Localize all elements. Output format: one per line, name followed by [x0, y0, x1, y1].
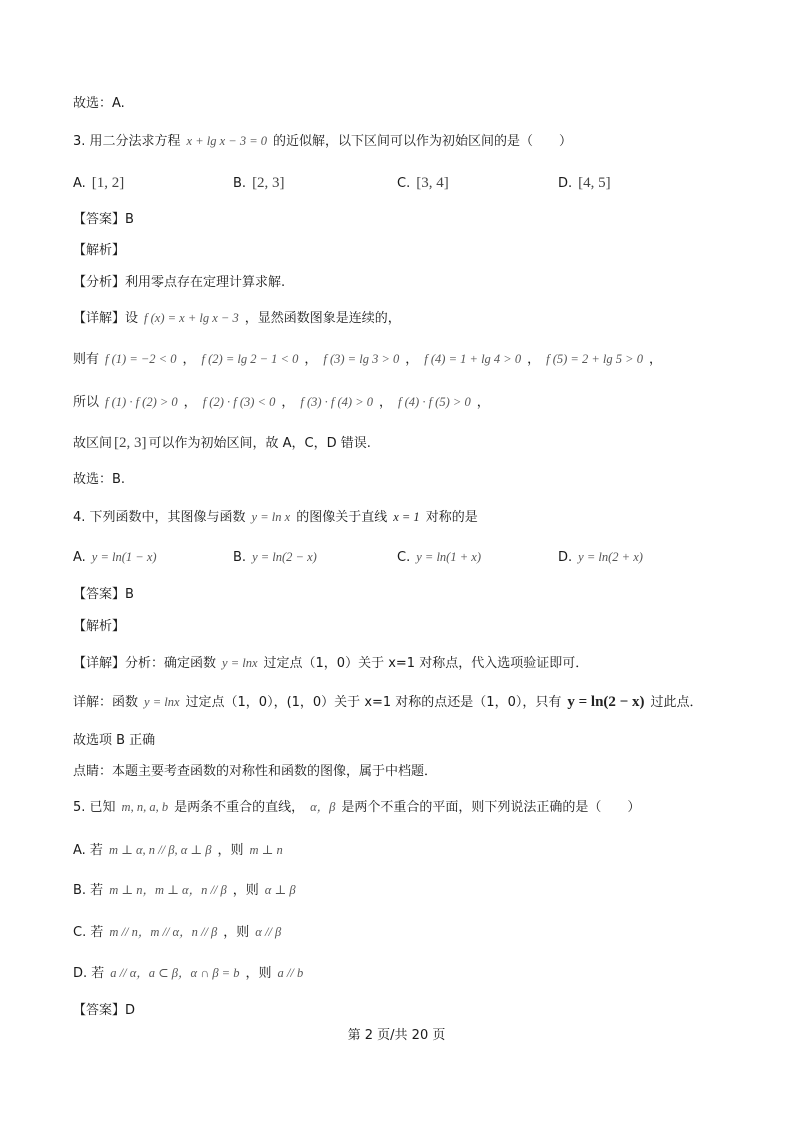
prev-answer-text: 故选：A. [73, 96, 125, 111]
q3-products: 所以 f (1) · f (2) > 0 ， f (2) · f (3) < 0 ， f (3) · f (4) > 0 ， f (4) · f (5) > 0 ， [73, 395, 490, 410]
q4-pick: 故选项 B 正确 [73, 733, 156, 748]
q3-option-c: C. [3, 4] [397, 175, 449, 191]
q4-option-c: C. y = ln(1 + x) [397, 550, 481, 565]
q4-option-d: D. y = ln(2 + x) [558, 550, 643, 565]
q3-stem-pre: 3. 用二分法求方程 [73, 134, 181, 149]
q3-detail: 【详解】设 f (x) = x + lg x − 3 ，显然函数图象是连续的， [73, 311, 401, 326]
q5-answer: 【答案】D [73, 1003, 136, 1018]
q5-option-d: D. 若 a // α，a ⊂ β，α ∩ β = b ，则 a // b [73, 966, 304, 981]
q4-detail: 详解：函数 y = lnx 过定点（1，0），(1，0）关于 x=1 对称的点还是（1，0），只有 y = ln(2 − x) 过此点． [73, 694, 703, 710]
q4-dianjing: 点睛：本题主要考查函数的对称性和函数的图像，属于中档题． [73, 764, 438, 779]
q5-option-b: B. 若 m ⊥ n，m ⊥ α，n // β ，则 α ⊥ β [73, 883, 296, 898]
q3-option-d: D. [4, 5] [558, 175, 611, 191]
q3-stem [73, 131, 572, 152]
q4-detail-analysis: 【详解】分析：确定函数 y = lnx 过定点（1，0）关于 x=1 对称点，代入选项验证即可． [73, 656, 589, 671]
q3-answer: 【答案】B [73, 212, 134, 227]
q5-stem: 5. 已知 m, n, a, b 是两条不重合的直线， α，β 是两个不重合的平面，则下列说法正确的是（ ） [73, 800, 641, 815]
page-footer: 第 2 页/共 20 页 [347, 1028, 446, 1043]
q3-option-b: B. [2, 3] [233, 175, 285, 191]
q3-option-a: A. [1, 2] [73, 175, 125, 191]
q3-function: f (x) = x + lg x − 3 [144, 311, 239, 325]
q3-equation: x + lg x − 3 = 0 [186, 134, 268, 148]
q5-option-a: A. 若 m ⊥ α, n // β, α ⊥ β ，则 m ⊥ n [73, 843, 283, 858]
q5-option-c: C. 若 m // n，m // α，n // β ，则 α // β [73, 925, 282, 940]
q3-values: 则有 f (1) = −2 < 0 ， f (2) = lg 2 − 1 < 0 ， f (3) = lg 3 > 0 ， f (4) = 1 + lg 4 > 0 ， f (5) = 2 + lg 5 > 0 ， [73, 352, 662, 367]
q3-analysis-heading: 【解析】 [73, 243, 126, 258]
q3-pick: 故选：B. [73, 472, 126, 487]
q4-option-a: A. y = ln(1 − x) [73, 550, 157, 565]
q4-answer: 【答案】B [73, 587, 134, 602]
q3-conclusion: 故区间 [2, 3] 可以作为初始区间，故 A，C，D 错误. [73, 435, 371, 451]
q4-analysis-heading: 【解析】 [73, 619, 126, 634]
q3-fenxi: 【分析】利用零点存在定理计算求解. [73, 275, 286, 290]
q3-stem-post: 的近似解，以下区间可以作为初始区间的是（ ） [273, 134, 573, 149]
q4-option-b: B. y = ln(2 − x) [233, 550, 317, 565]
q4-stem: 4. 下列函数中，其图像与函数 y = ln x 的图像关于直线 x = 1 对称的是 [73, 510, 478, 525]
